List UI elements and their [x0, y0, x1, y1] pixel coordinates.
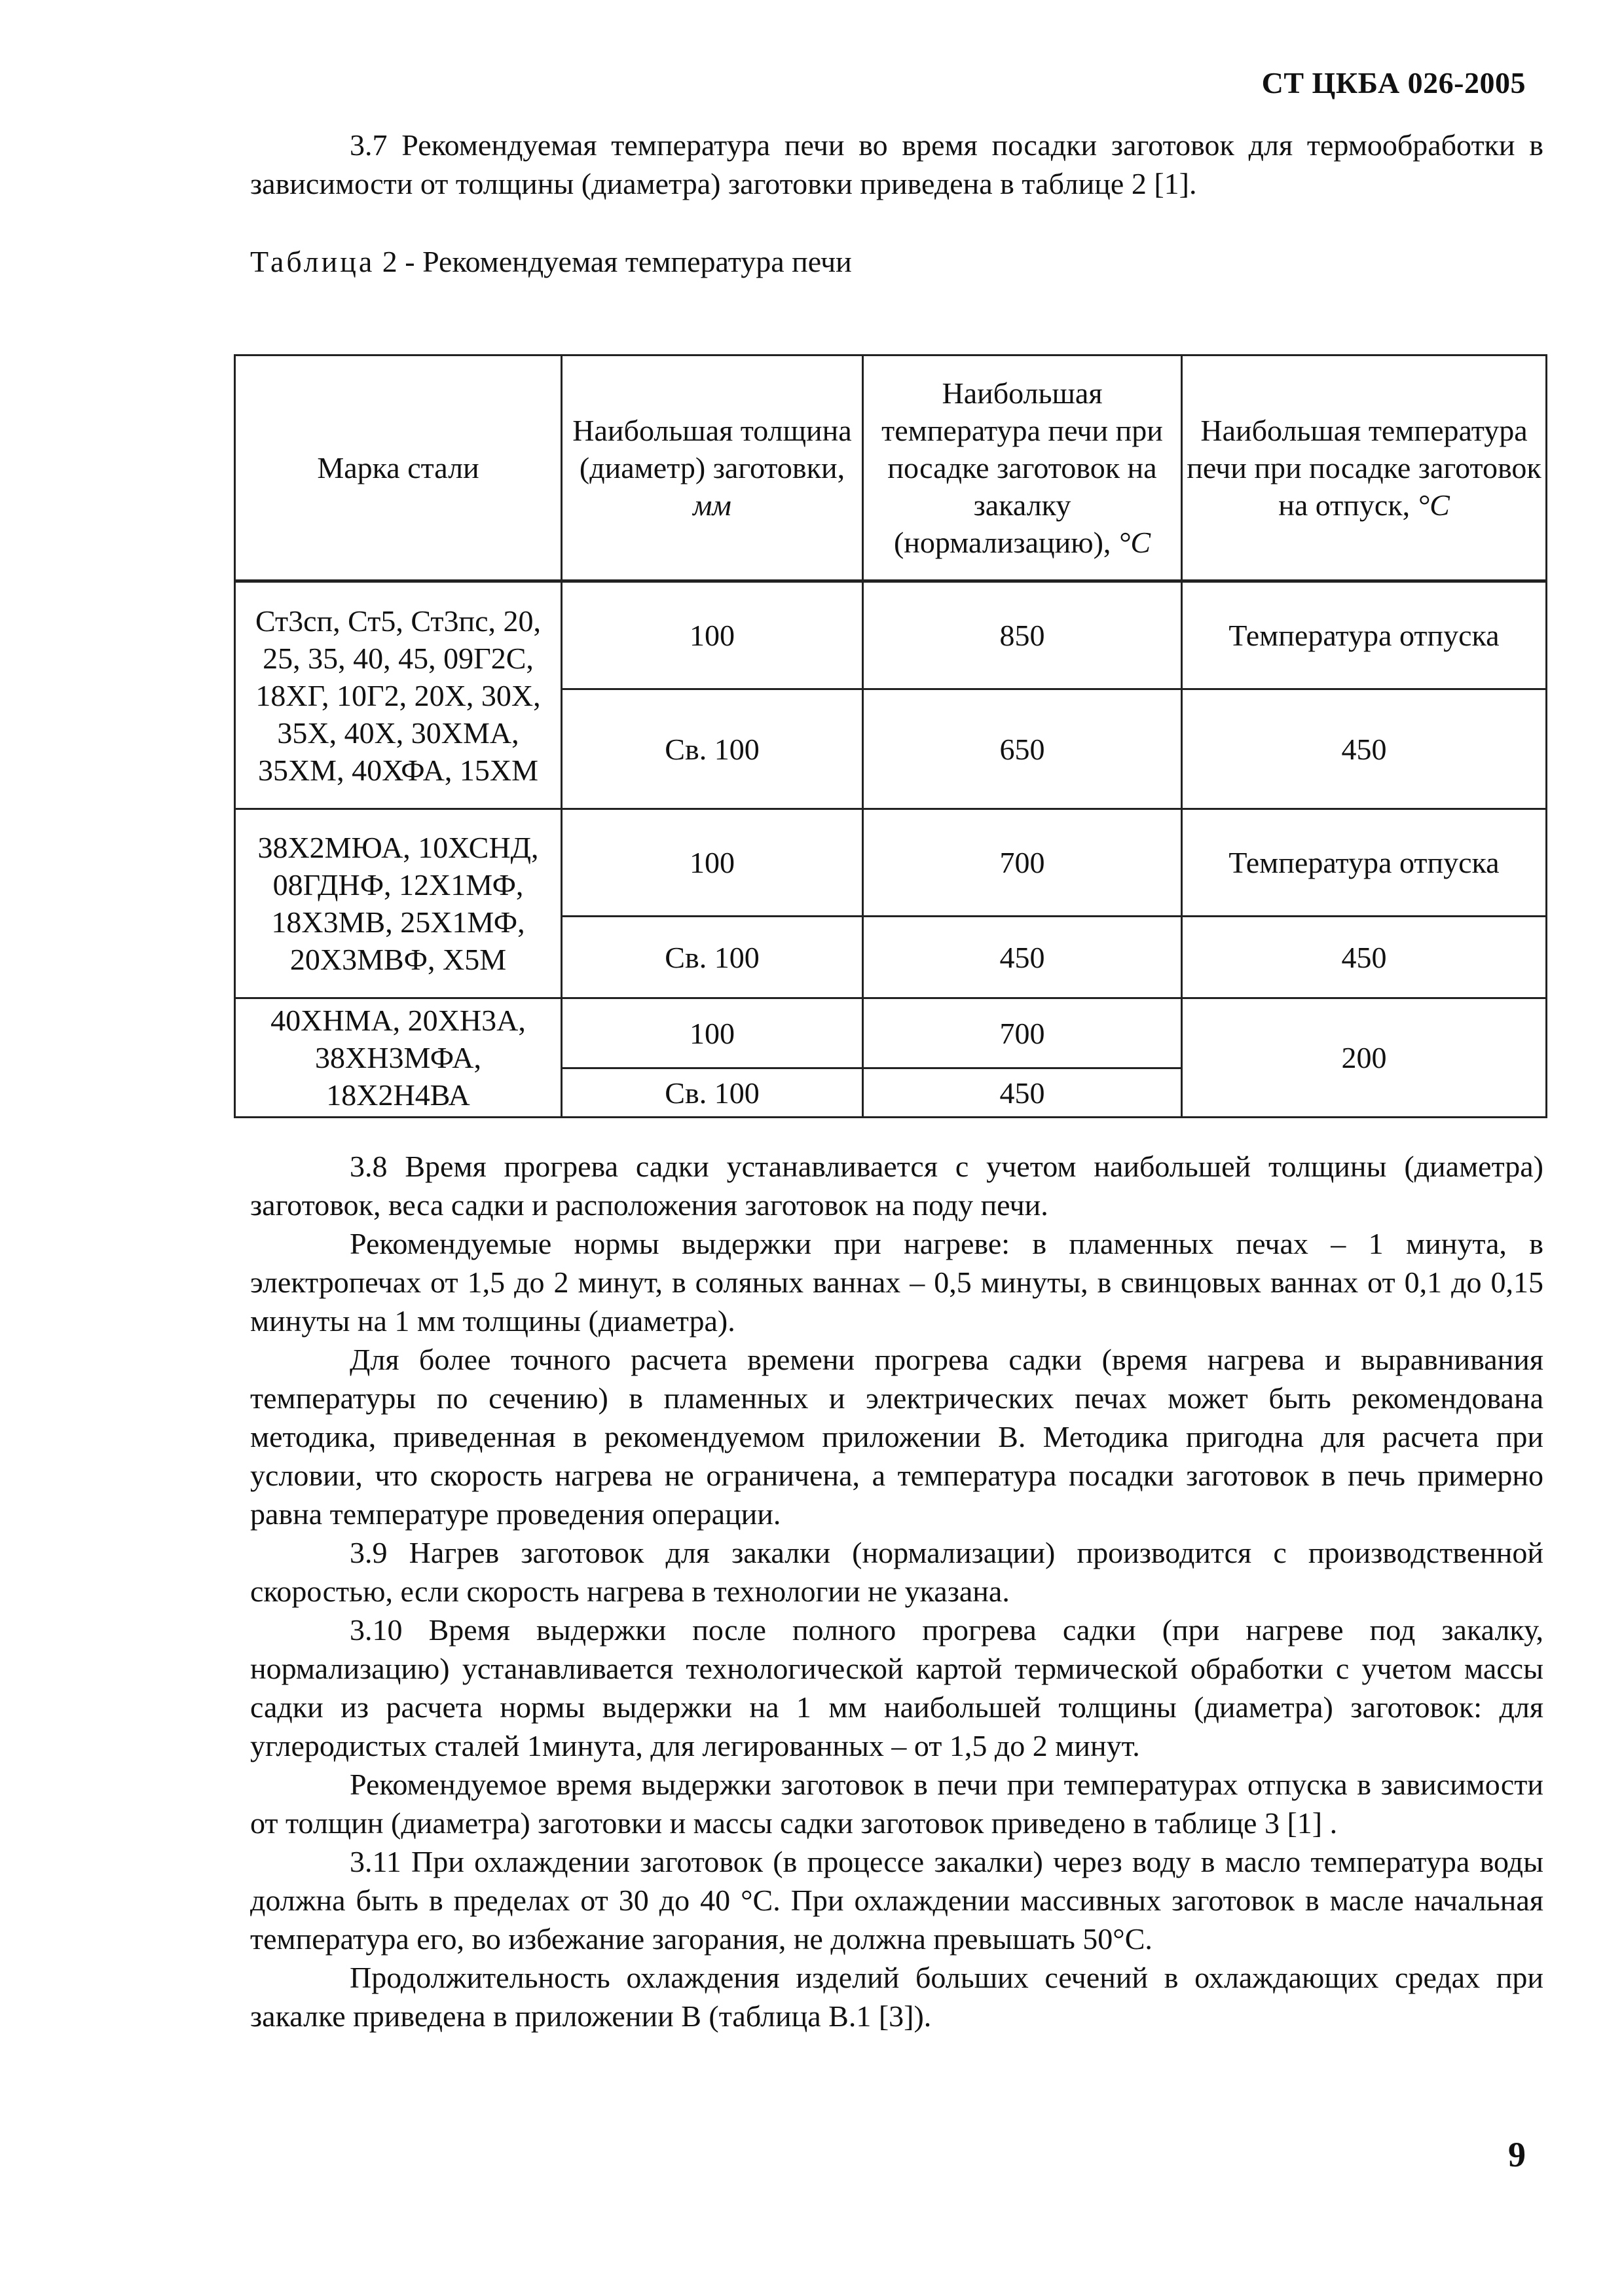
paragraph-3-10: 3.10 Время выдержки после полного прогрева садки (при нагреве под закалку, нормализацию) устанавливается технологической картой термической обработки с учетом массы садки из расчета нормы выдержки на 1 мм наибольшей толщины (диаметра) заготовок: для углеродистых сталей 1минута, для легированных – от 1,5 до 2 минут.	[250, 1613, 1543, 1762]
hardening-temp-cell: 700	[863, 998, 1182, 1068]
paragraph-calculation-method: Для более точного расчета времени прогрева садки (время нагрева и выравнивания температуры по сечению) в пламенных и электрических печах может быть рекомендована методика, приведенная в рекомендуемом приложении В. Методика пригодна для расчета при условии, что скорость нагрева не ограничена, а температура посадки заготовок в печь примерно равна температуре проведения операции.	[250, 1343, 1543, 1531]
header-tempering-temperature	[1182, 355, 1547, 581]
steel-grade-cell: 38Х2МЮА, 10ХСНД, 08ГДНФ, 12Х1МФ, 18Х3МВ, 25Х1МФ, 20Х3МВФ, Х5М	[235, 809, 562, 998]
header-thickness-unit: мм	[693, 488, 731, 522]
header-hardening-text: Наибольшая температура печи при посадке заготовок на закалку (нормализацию),	[881, 376, 1163, 559]
tempering-temp-cell: 200	[1182, 998, 1547, 1118]
hardening-temp-cell: 700	[863, 809, 1182, 917]
paragraph-3-7: 3.7 Рекомендуемая температура печи во время посадки заготовок для термообработки в зависимости от толщины (диаметра) заготовки приведена в таблице 2 [1].	[250, 128, 1543, 200]
header-tempering-unit: °C	[1417, 488, 1450, 522]
paragraph-cooling-duration: Продолжительность охлаждения изделий больших сечений в охлаждающих средах при закалке приведена в приложении В (таблица В.1 [3]).	[250, 1961, 1543, 2033]
thickness-cell: 100	[562, 809, 863, 917]
steel-grade-cell: Ст3сп, Ст5, Ст3пс, 20, 25, 35, 40, 45, 09Г2С, 18ХГ, 10Г2, 20Х, 30Х, 35Х, 40Х, 30ХМА, 35ХМ, 40ХФА, 15ХМ	[235, 581, 562, 809]
table-caption	[250, 242, 1543, 281]
body-text-section	[250, 1147, 1543, 2035]
page-number: 9	[1508, 2135, 1526, 2174]
paragraph-3-11: 3.11 При охлаждении заготовок (в процессе закалки) через воду в масло температура воды должна быть в пределах от 30 до 40 °С. При охлаждении массивных заготовок в масле начальная температура его, во избежание загорания, не должна превышать 50°С.	[250, 1845, 1543, 1956]
hardening-temp-cell: 450	[863, 1068, 1182, 1118]
tempering-temp-cell: 450	[1182, 917, 1547, 998]
thickness-cell: 100	[562, 581, 863, 689]
tempering-temp-cell: Температура отпуска	[1182, 809, 1547, 917]
paragraph-3-8: 3.8 Время прогрева садки устанавливается с учетом наибольшей толщины (диаметра) заготовок, веса садки и расположения заготовок на поду печи.	[250, 1150, 1543, 1222]
table-caption-text: 2 - Рекомендуемая температура печи	[375, 245, 852, 278]
thickness-cell: Св. 100	[562, 1068, 863, 1118]
table-row	[235, 809, 1547, 917]
header-hardening-temperature	[863, 355, 1182, 581]
thickness-cell: Св. 100	[562, 689, 863, 809]
tempering-temp-cell: Температура отпуска	[1182, 581, 1547, 689]
table-header-row	[235, 355, 1547, 581]
paragraph-heating-norms: Рекомендуемые нормы выдержки при нагреве: в пламенных печах – 1 минута, в электропечах от 1,5 до 2 минут, в соляных ваннах – 0,5 минуты, в свинцовых ваннах от 0,1 до 0,15 минуты на 1 мм толщины (диаметра).	[250, 1227, 1543, 1338]
thickness-cell: Св. 100	[562, 917, 863, 998]
furnace-temperature-table	[234, 354, 1547, 1118]
paragraph-holding-time: Рекомендуемое время выдержки заготовок в печи при температурах отпуска в зависимости от толщин (диаметра) заготовки и массы садки заготовок приведено в таблице 3 [1] .	[250, 1768, 1543, 1840]
paragraph-3-9: 3.9 Нагрев заготовок для закалки (нормализации) производится с производственной скоростью, если скорость нагрева в технологии не указана.	[250, 1536, 1543, 1608]
intro-section	[250, 126, 1543, 320]
header-thickness-text: Наибольшая толщина (диаметр) заготовки,	[572, 414, 852, 484]
hardening-temp-cell: 850	[863, 581, 1182, 689]
table-caption-word: Таблица	[250, 245, 375, 278]
header-hardening-unit: °C	[1118, 526, 1151, 559]
tempering-temp-cell: 450	[1182, 689, 1547, 809]
hardening-temp-cell: 450	[863, 917, 1182, 998]
header-thickness	[562, 355, 863, 581]
header-tempering-text: Наибольшая температура печи при посадке заготовок на отпуск,	[1187, 414, 1541, 522]
document-code-header: СТ ЦКБА 026-2005	[1261, 66, 1526, 100]
thickness-cell: 100	[562, 998, 863, 1068]
steel-grade-cell: 40ХНМА, 20ХН3А, 38ХН3МФА, 18Х2Н4ВА	[235, 998, 562, 1118]
table-row	[235, 998, 1547, 1068]
header-steel-grade: Марка стали	[235, 355, 562, 581]
hardening-temp-cell: 650	[863, 689, 1182, 809]
table-row	[235, 581, 1547, 689]
